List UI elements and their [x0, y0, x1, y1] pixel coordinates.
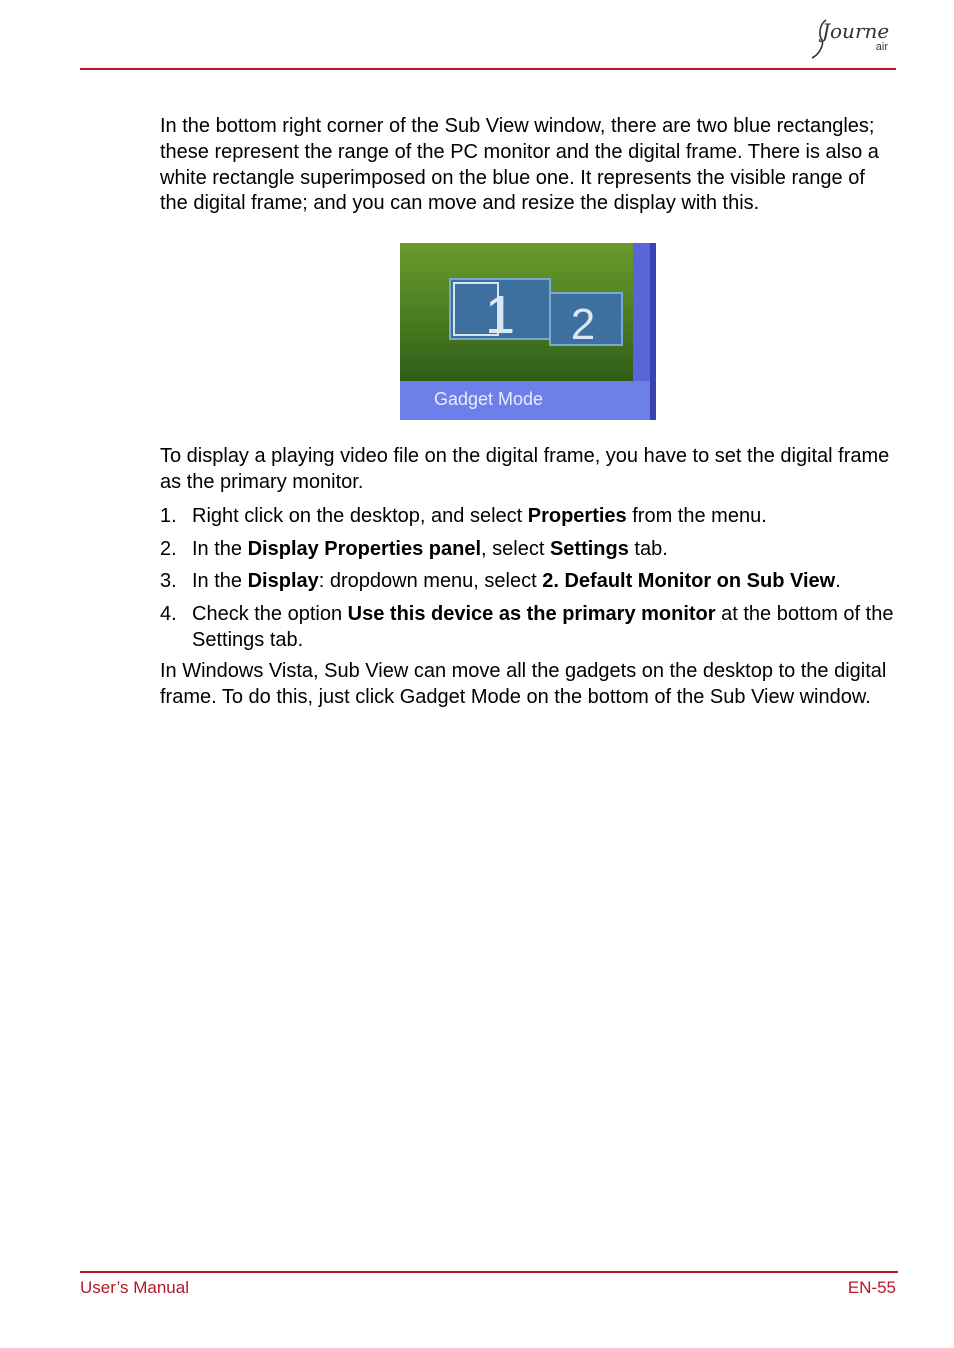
step-text: In the — [192, 570, 248, 593]
step-bold: Display — [247, 570, 319, 593]
list-item — [160, 602, 896, 654]
step-text: . — [835, 570, 841, 593]
footer-manual-label: User’s Manual — [80, 1278, 189, 1297]
step-text: from the menu. — [626, 504, 767, 527]
monitor-2-rect[interactable] — [550, 293, 622, 349]
sub-view-illustration — [400, 243, 656, 420]
page-number: EN-55 — [847, 1278, 896, 1297]
header-rule — [80, 68, 896, 70]
gadget-mode-button[interactable]: Gadget Mode — [434, 389, 544, 410]
step-bold: Display Properties panel — [247, 537, 482, 560]
paragraph-intro: In the bottom right corner of the Sub View window, there are two blue rectangles; these represent the range of the PC monitor and the digital frame. There is also a white rectangle superimposed on the blue one. It represents the visible range of the digital frame; and you can move and resize the display with this. — [160, 115, 879, 215]
step-number: 1. — [160, 504, 177, 527]
monitor-2-label: 2 — [570, 300, 596, 350]
logo-wordmark: Journe — [822, 19, 890, 43]
step-text: : dropdown menu, select — [318, 570, 543, 593]
step-bold: Settings — [549, 537, 629, 560]
step-bold: Properties — [527, 504, 627, 527]
list-item — [160, 569, 896, 595]
monitor-1-rect[interactable] — [450, 279, 550, 345]
gadget-mode-screenshot — [400, 243, 656, 420]
steps-list — [160, 504, 896, 654]
step-number: 2. — [160, 537, 177, 560]
journe-air-logo — [806, 14, 898, 64]
paragraph-gadget-mode: In Windows Vista, Sub View can move all the gadgets on the desktop to the digital frame. To do this, just click Gadget Mode on the bottom of the Sub View window. — [160, 659, 887, 708]
step-bold: Use this device as the primary monitor — [347, 603, 716, 626]
step-text: tab. — [628, 537, 668, 560]
step-text: Right click on the desktop, and select — [192, 504, 528, 527]
step-text: at the bottom of the Settings tab. — [192, 603, 894, 651]
list-item — [160, 537, 896, 563]
logo-sub: air — [875, 41, 888, 53]
footer-rule — [80, 1271, 898, 1273]
step-number: 4. — [160, 603, 177, 626]
step-text: Check the option — [192, 603, 348, 626]
paragraph-primary-monitor: To display a playing video file on the digital frame, you have to set the digital frame as the primary monitor. — [160, 445, 890, 493]
list-item — [160, 504, 896, 530]
step-number: 3. — [160, 570, 177, 593]
step-text: , select — [481, 537, 550, 560]
monitor-1-label: 1 — [484, 285, 516, 346]
step-bold: 2. Default Monitor on Sub View — [542, 570, 836, 593]
page-content — [160, 114, 896, 710]
step-text: In the — [192, 537, 248, 560]
